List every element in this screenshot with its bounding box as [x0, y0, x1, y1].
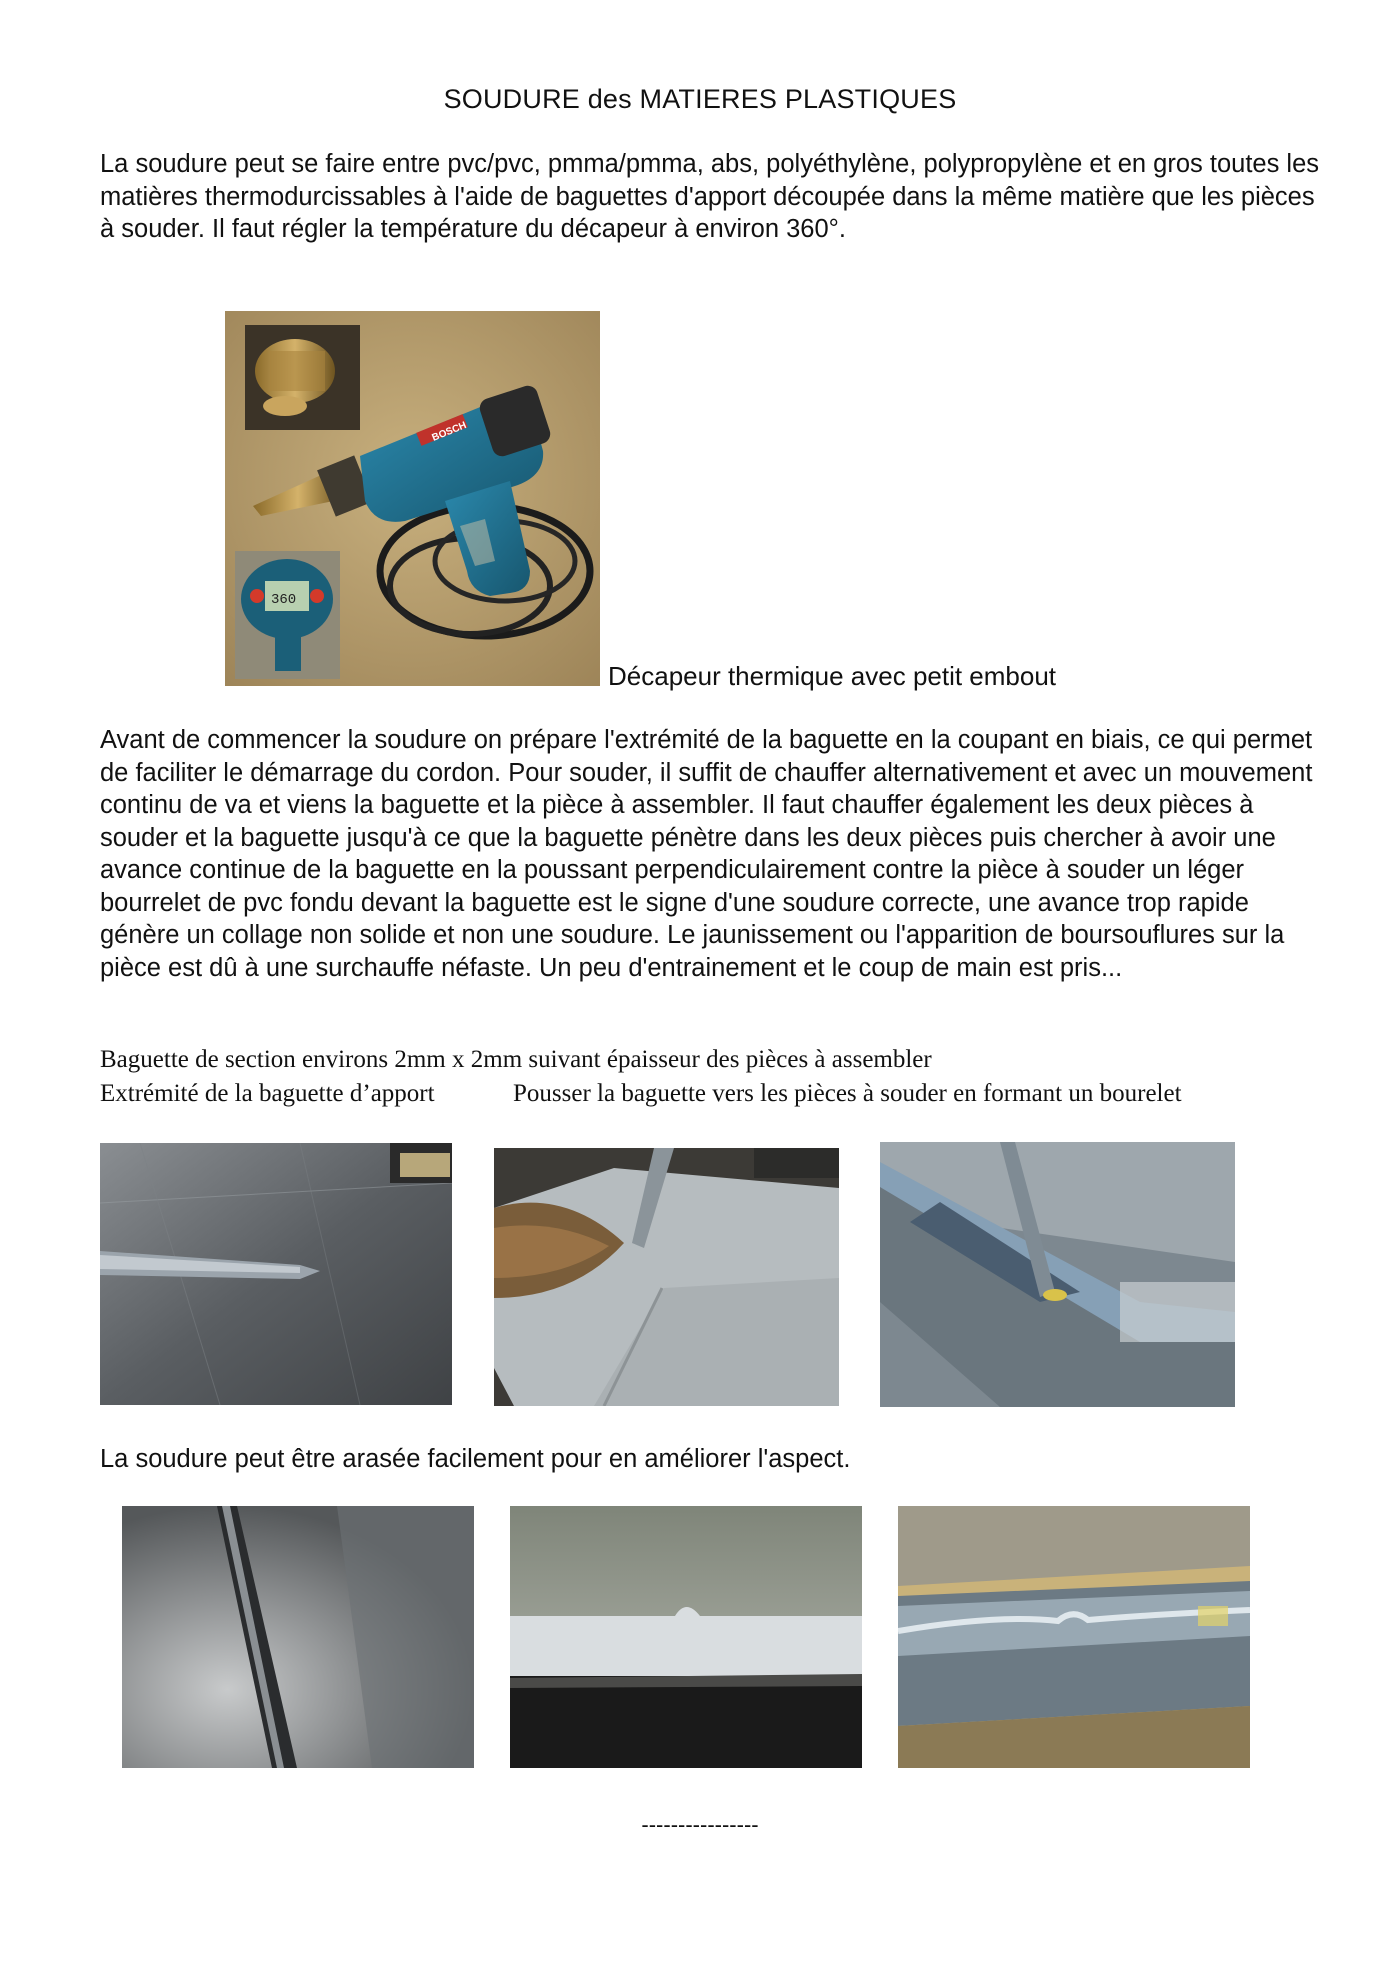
end-separator: ----------------: [641, 1812, 759, 1837]
rod-tip-photo: [100, 1143, 452, 1405]
heat-gun-photo: [225, 311, 600, 686]
procedure-paragraph: Avant de commencer la soudure on prépare l'extrémité de la baguette en la coupant en biais, ce qui permet de faciliter le démarrage du cordon. Pour souder, il suffit de chauffer alternativement et avec un mouvement continu de va et viens la baguette et la pièce à assembler. Il faut chauffer également les deux pièces à souder et la baguette jusqu'à ce que la baguette pénètre dans les deux pièces puis chercher à avoir une avance continue de la baguette en la poussant perpendiculairement contre la pièce à souder un léger bourrelet de pvc fondu devant la baguette est le signe d'une soudure correcte, une avance trop rapide génère un collage non solide et non une soudure. Le jaunissement ou l'apparition de boursouflures sur la pièce est dû à une surchauffe néfaste. Un peu d'entrainement et le coup de main est pris...: [100, 726, 1313, 982]
intro-paragraph: La soudure peut se faire entre pvc/pvc, pmma/pmma, abs, polyéthylène, polypropylène et en gros toutes les matières thermodurcissables à l'aide de baguettes d'apport découpée dans la même matière que les pièces à souder. Il faut régler la température du décapeur à environ 360°.: [100, 150, 1320, 243]
display-readout: 360: [271, 592, 297, 608]
flush-cut-photo: [122, 1506, 474, 1768]
push-rod-label: Pousser la baguette vers les pièces à souder en formant un bourelet: [513, 1080, 1182, 1107]
welding-push-photo: [880, 1142, 1235, 1407]
weld-profile-photo: [510, 1506, 862, 1768]
rod-tip-label: Extrémité de la baguette d’apport: [100, 1080, 435, 1107]
finished-weld-photo: [898, 1506, 1250, 1768]
brand-label: BOSCH: [430, 420, 469, 444]
finish-note: La soudure peut être arasée facilement pour en améliorer l'aspect.: [100, 1445, 851, 1473]
heat-gun-caption: Décapeur thermique avec petit embout: [608, 661, 1057, 691]
welding-start-photo: [494, 1148, 839, 1406]
rod-section-note: Baguette de section environs 2mm x 2mm suivant épaisseur des pièces à assembler: [100, 1046, 932, 1073]
page-title: SOUDURE des MATIERES PLASTIQUES: [443, 84, 957, 114]
